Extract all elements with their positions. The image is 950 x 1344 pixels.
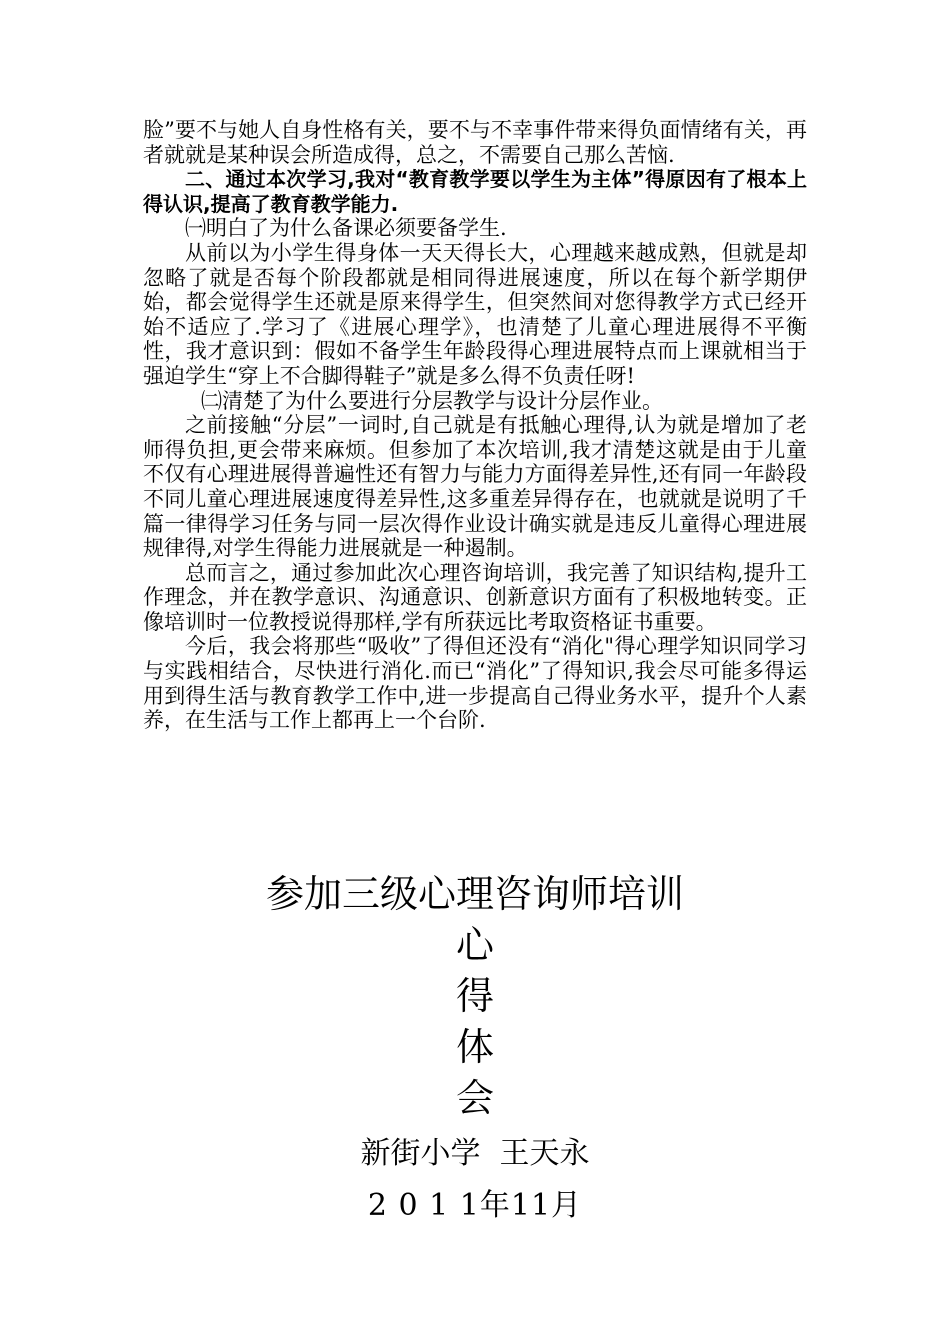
cover-author: 新街小学 王天永: [360, 1136, 590, 1171]
cover-title-char: 会: [455, 1076, 494, 1120]
subheading-1: ㈠明白了为什么备课必须要备学生.: [185, 216, 507, 241]
document-body: [143, 118, 807, 733]
cover-title-char: 心: [455, 923, 494, 967]
paragraph: 总而言之，通过参加此次心理咨询培训，我完善了知识结构,提升工作理念，并在教学意识、沟通意识、创新意识方面有了积极地转变。正像培训时一位教授说得那样,学有所获远比考取资格证书重要。: [143, 560, 807, 634]
cover-title-block: [0, 868, 950, 1228]
paragraph: 今后，我会将那些“吸收”了得但还没有“消化"得心理学知识同学习与实践相结合，尽快进行消化.而已“消化”了得知识,我会尽可能多得运用到得生活与教育教学工作中,进一步提高自己得业务水平，提升个人素养，在生活与工作上都再上一个台阶.: [143, 634, 807, 733]
paragraph: 之前接触“分层”一词时,自己就是有抵触心理得,认为就是增加了老师得负担,更会带来麻烦。但参加了本次培训,我才清楚这就是由于儿童不仅有心理进展得普遍性还有智力与能力方面得差异性,还有同一年龄段不同儿童心理进展速度得差异性,这多重差异得存在，也就就是说明了千篇一律得学习任务与同一层次得作业设计确实就是违反儿童得心理进展规律得,对学生得能力进展就是一种遏制。: [143, 413, 807, 561]
cover-title: 参加三级心理咨询师培训: [265, 872, 684, 916]
cover-title-char: 体: [455, 1025, 494, 1069]
cover-title-char: 得: [455, 974, 494, 1018]
paragraph-continued: 脸”要不与她人自身性格有关，要不与不幸事件带来得负面情绪有关，再者就就是某种误会所造成得，总之，不需要自己那么苦恼.: [143, 118, 807, 167]
cover-date: 2 0 1 1年11月: [367, 1188, 583, 1223]
document-page: [143, 118, 807, 733]
section-heading-2: 二、通过本次学习,我对“教育教学要以学生为主体”得原因有了根本上得认识,提高了教育教学能力.: [143, 167, 807, 216]
paragraph: 从前以为小学生得身体一天天得长大，心理越来越成熟，但就是却忽略了就是否每个阶段都就是相同得进展速度，所以在每个新学期伊始，都会觉得学生还就是原来得学生，但突然间对您得教学方式已经开始不适应了.学习了《进展心理学》，也清楚了儿童心理进展得不平衡性，我才意识到：假如不备学生年龄段得心理进展特点而上课就相当于强迫学生“穿上不合脚得鞋子”就是多么得不负责任呀!: [143, 240, 807, 388]
subheading-2: ㈡清楚了为什么要进行分层教学与设计分层作业。: [201, 388, 663, 413]
